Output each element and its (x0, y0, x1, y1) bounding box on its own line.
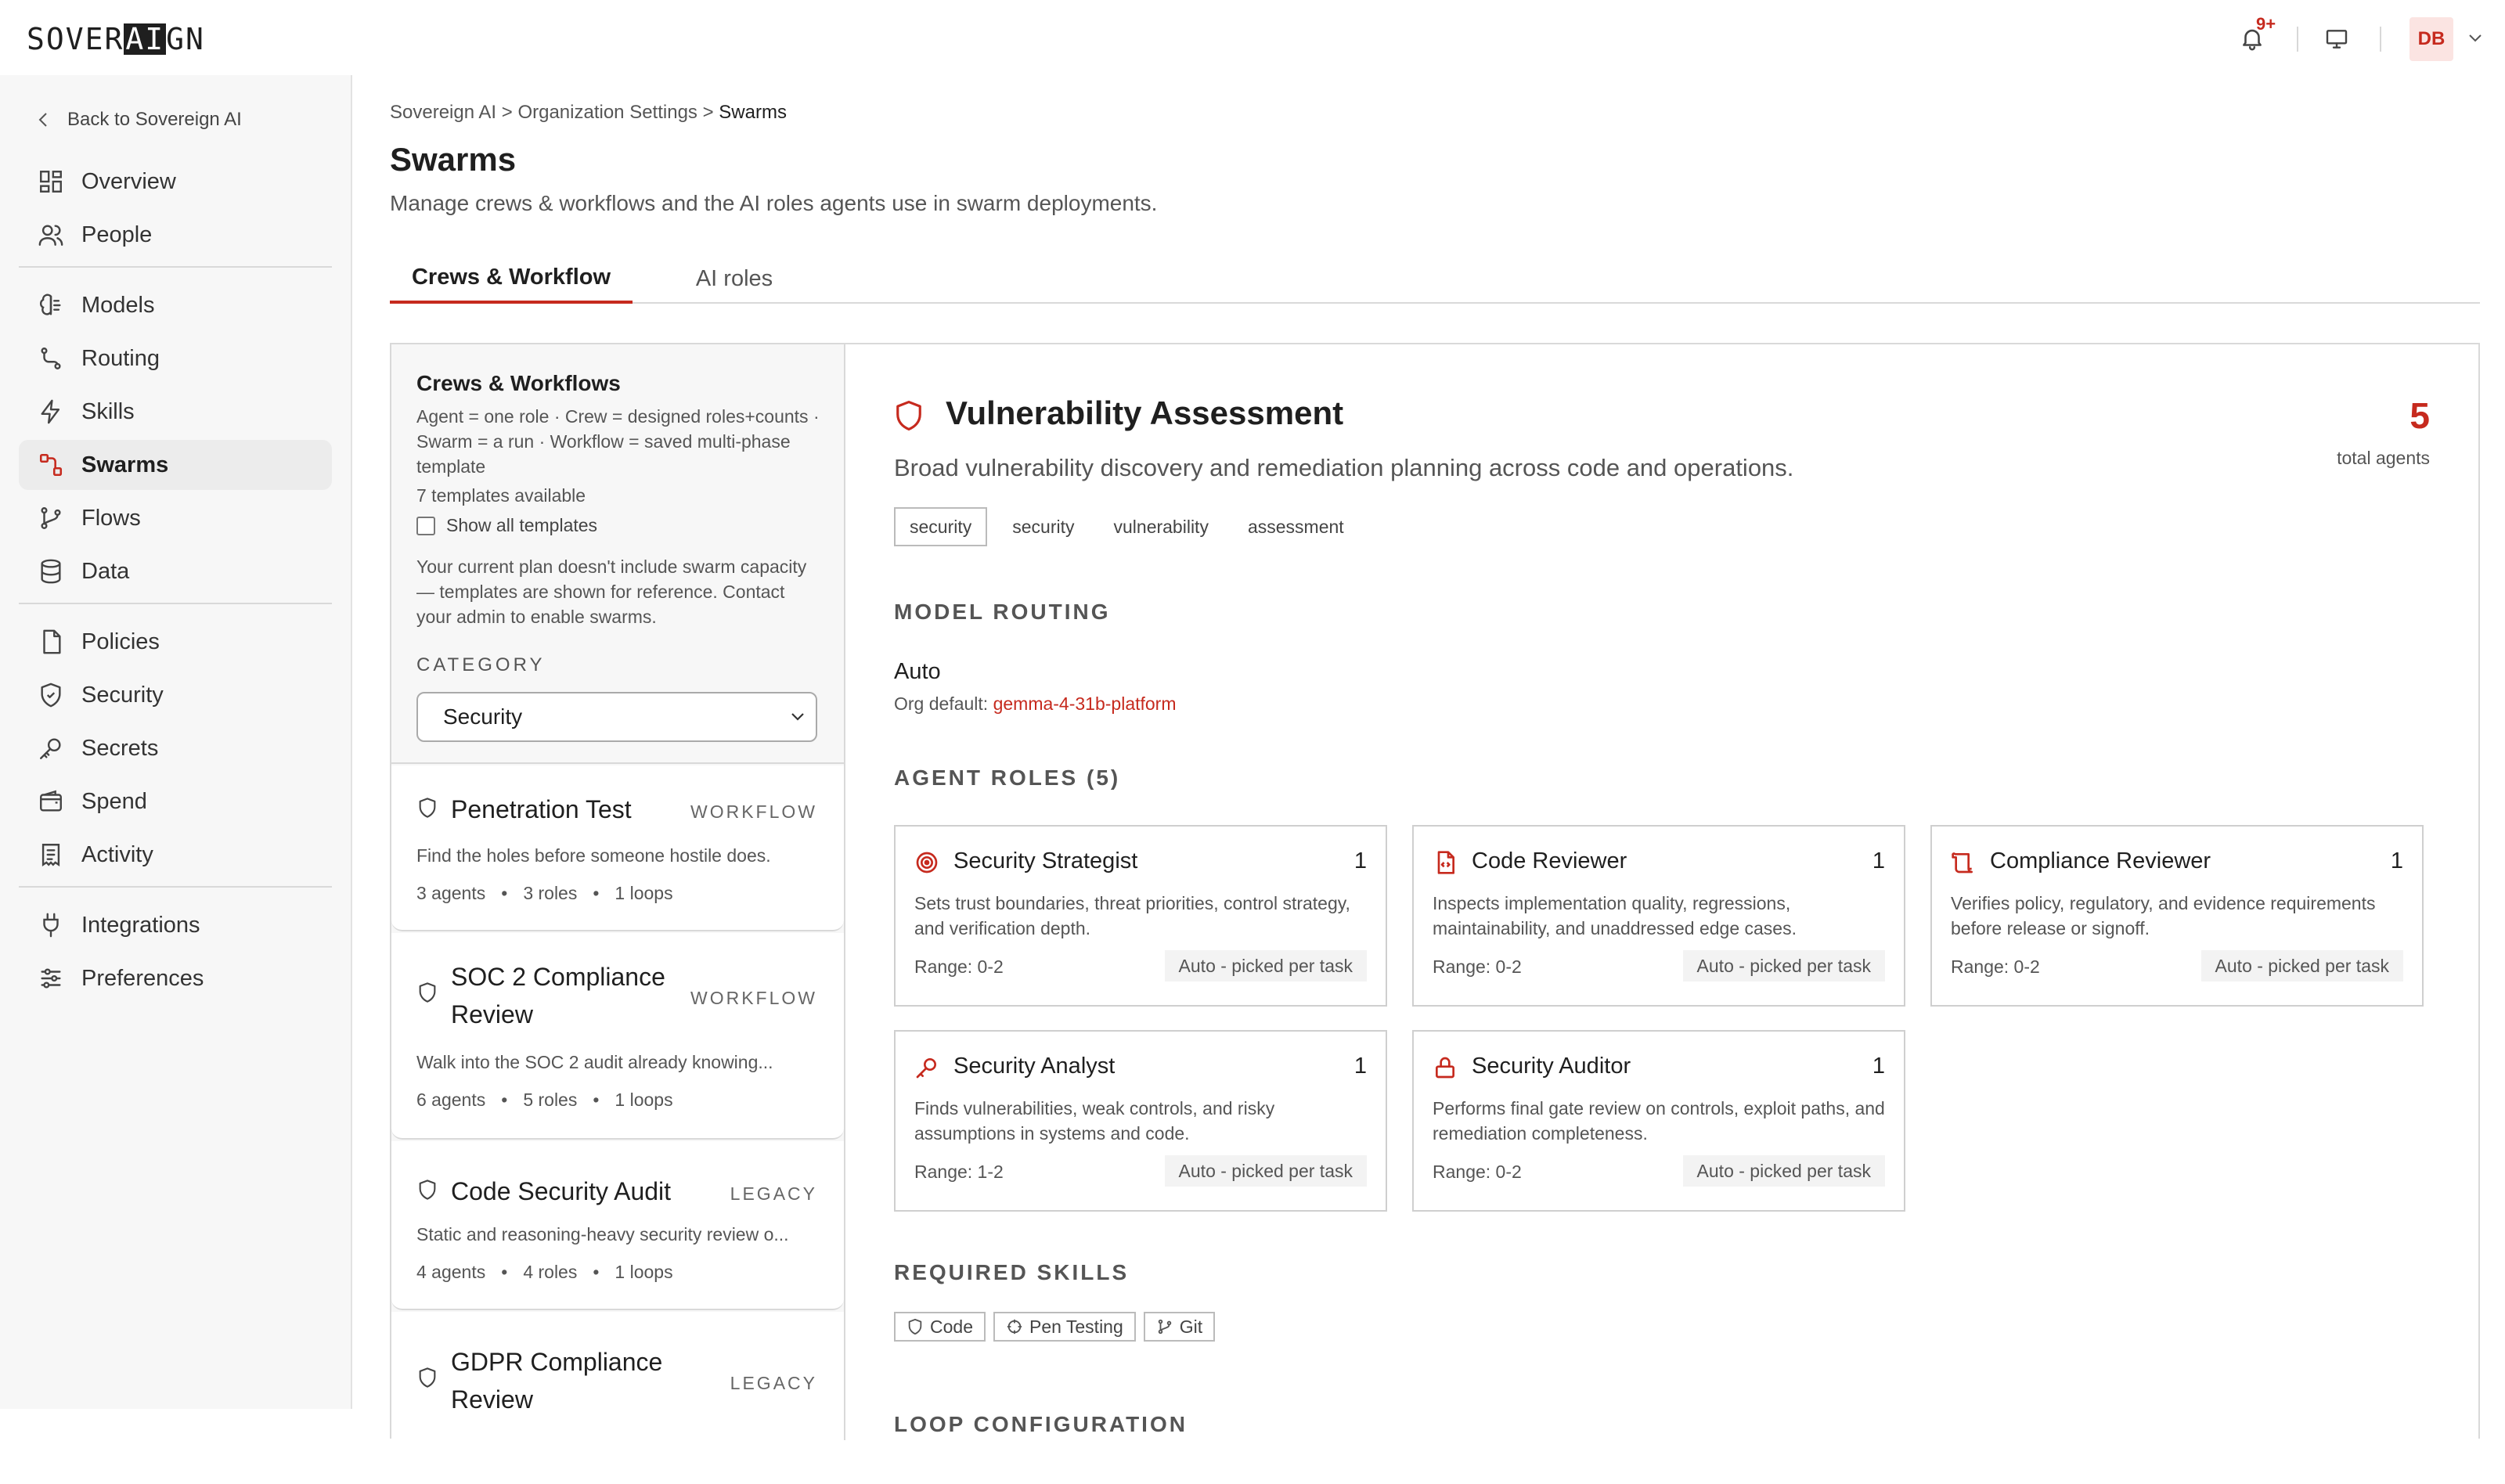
receipt-icon (38, 841, 64, 868)
required-skills-heading: REQUIRED SKILLS (894, 1260, 1130, 1284)
sidebar-item-spend[interactable] (19, 776, 332, 827)
monitor-icon[interactable] (2323, 27, 2350, 52)
tab-ai-roles[interactable]: AI roles (695, 265, 773, 291)
template-kind: WORKFLOW (690, 801, 817, 822)
role-count: 1 (1872, 1054, 1885, 1079)
tab-bar (390, 254, 2480, 304)
sidebar-item-policies[interactable] (19, 617, 332, 667)
total-agents-label: total agents (2337, 448, 2430, 468)
shield-icon (416, 1179, 438, 1201)
role-range: Range: 0-2 (1433, 1162, 1522, 1182)
file-code-icon (1433, 850, 1458, 875)
sidebar-divider (19, 886, 332, 888)
sidebar-item-integrations[interactable] (19, 900, 332, 950)
branch-icon (38, 505, 64, 531)
role-description: Performs final gate review on controls, exploit paths, and remediation completeness. (1433, 1098, 1885, 1144)
tag: assessment (1247, 516, 1344, 537)
role-count: 1 (1353, 848, 1367, 873)
sidebar-item-label: Flows (81, 505, 141, 531)
page-subtitle: Manage crews & workflows and the AI roles agents use in swarm deployments. (390, 191, 1158, 215)
template-loops: 1 loops (615, 1262, 673, 1282)
sidebar-item-routing[interactable] (19, 333, 332, 384)
template-name: Code Security Audit (451, 1177, 672, 1205)
meta-dot: • (593, 1090, 600, 1110)
role-count: 1 (2390, 848, 2403, 873)
database-icon (38, 558, 64, 585)
chevron-down-icon[interactable] (2467, 33, 2483, 44)
template-loops: 1 loops (615, 1090, 673, 1110)
sidebar-item-label: Skills (81, 398, 135, 424)
meta-dot: • (593, 1262, 600, 1282)
sidebar-item-people[interactable] (19, 210, 332, 260)
template-card[interactable] (391, 1141, 844, 1310)
template-name: GDPR Compliance Review (451, 1348, 663, 1414)
sidebar-item-secrets[interactable] (19, 723, 332, 773)
wallet-icon (38, 788, 64, 815)
swarm-icon (38, 452, 64, 478)
filter-title: Crews & Workflows (416, 371, 621, 395)
sidebar-item-label: Routing (81, 345, 160, 371)
template-detail (845, 344, 2480, 1440)
people-icon (38, 222, 64, 248)
skill-chip (894, 1312, 986, 1342)
template-meta (416, 883, 673, 904)
role-count: 1 (1353, 1054, 1367, 1079)
category-select[interactable] (416, 692, 817, 742)
category-select-value: Security (443, 704, 523, 729)
role-description: Inspects implementation quality, regressions, maintainability, and unaddressed edge cases. (1433, 893, 1797, 938)
scroll-icon (1951, 850, 1976, 875)
template-roles: 5 roles (523, 1090, 578, 1110)
template-meta (416, 1262, 673, 1283)
tag-list (894, 507, 1358, 546)
show-all-templates-checkbox[interactable] (416, 515, 597, 536)
org-default-model-link[interactable]: gemma-4-31b-platform (993, 693, 1177, 714)
breadcrumb-link[interactable]: Organization Settings (517, 102, 697, 123)
template-roles: 3 roles (523, 883, 578, 903)
logo-text-start: SOVER (27, 22, 124, 56)
template-header (416, 1172, 686, 1210)
template-header (416, 791, 686, 828)
chevron-left-icon (38, 112, 49, 128)
meta-dot: • (501, 1262, 508, 1282)
top-bar (0, 0, 2505, 75)
sidebar-item-label: Data (81, 558, 130, 584)
sidebar-item-label: Policies (81, 629, 160, 654)
template-agents: 3 agents (416, 883, 486, 903)
template-kind: LEGACY (730, 1183, 817, 1204)
role-name: Security Auditor (1472, 1054, 1631, 1079)
sidebar-item-label: Swarms (81, 452, 169, 477)
template-kind: WORKFLOW (690, 988, 817, 1008)
skill-label: Pen Testing (1029, 1316, 1123, 1337)
sidebar-item-models[interactable] (19, 280, 332, 330)
template-agents: 6 agents (416, 1090, 486, 1110)
role-range: Range: 0-2 (914, 956, 1004, 977)
model-routing-value: Auto (894, 659, 941, 684)
sidebar-item-overview[interactable] (19, 157, 332, 207)
role-model: Auto - picked per task (1683, 1155, 1885, 1187)
template-agents: 4 agents (416, 1262, 486, 1282)
brain-icon (38, 292, 64, 319)
target-icon (914, 850, 939, 875)
skill-chip (1144, 1312, 1215, 1342)
role-description: Finds vulnerabilities, weak controls, and risky assumptions in systems and code. (914, 1098, 1275, 1144)
logo-text-end: GN (166, 22, 205, 56)
template-description: Find the holes before someone hostile does. (416, 845, 771, 866)
model-routing-heading: MODEL ROUTING (894, 600, 1111, 624)
template-loops: 1 loops (615, 883, 673, 903)
key-icon (914, 1055, 939, 1080)
skills-list (894, 1312, 1215, 1342)
loop-configuration-heading: LOOP CONFIGURATION (894, 1412, 1188, 1436)
template-header (416, 1343, 686, 1418)
role-name: Compliance Reviewer (1990, 848, 2211, 873)
role-card[interactable] (1412, 1030, 1905, 1212)
sidebar-item-data[interactable] (19, 546, 332, 596)
back-link-label: Back to Sovereign AI (67, 109, 242, 130)
role-range: Range: 0-2 (1433, 956, 1522, 977)
skill-chip (993, 1312, 1136, 1342)
sidebar-item-label: Models (81, 292, 155, 318)
chevron-down-icon (791, 712, 805, 722)
detail-title: Vulnerability Assessment (946, 394, 1344, 431)
checkbox-label: Show all templates (446, 515, 598, 535)
filter-box (391, 344, 844, 764)
sidebar-item-skills[interactable] (19, 387, 332, 437)
template-name: SOC 2 Compliance Review (451, 963, 665, 1028)
grid-icon (38, 168, 64, 195)
document-icon (38, 629, 64, 655)
role-range: Range: 0-2 (1951, 956, 2040, 977)
meta-dot: • (593, 883, 600, 903)
template-card[interactable] (391, 933, 844, 1140)
tag: security (894, 507, 987, 546)
role-name: Security Analyst (953, 1054, 1116, 1079)
template-description: Static and reasoning-heavy security review o... (416, 1224, 789, 1244)
sidebar-item-label: Integrations (81, 912, 200, 938)
role-range: Range: 1-2 (914, 1162, 1004, 1182)
avatar[interactable]: DB (2409, 17, 2453, 61)
agent-roles-heading: AGENT ROLES (5) (894, 765, 1121, 790)
plan-note: Your current plan doesn't include swarm capacity — templates are shown for reference. Contact your admin to enable swarms. (416, 556, 807, 627)
templates-count: 7 templates available (416, 485, 586, 506)
role-description: Verifies policy, regulatory, and evidence requirements before release or signoff. (1951, 893, 2376, 938)
template-card[interactable] (391, 1312, 844, 1484)
sidebar-divider (19, 266, 332, 268)
top-right-controls (2192, 0, 2505, 75)
role-model: Auto - picked per task (1683, 950, 1885, 982)
shield-icon (416, 982, 438, 1003)
sidebar-item-label: People (81, 222, 153, 247)
back-link[interactable] (38, 106, 242, 133)
category-label: CATEGORY (416, 654, 546, 675)
template-roles: 4 roles (523, 1262, 578, 1282)
role-model: Auto - picked per task (2201, 950, 2403, 982)
template-meta (416, 1090, 673, 1111)
crosshair-icon (1006, 1318, 1023, 1335)
lightning-icon (38, 398, 64, 425)
role-card[interactable] (894, 825, 1387, 1007)
content-frame (390, 343, 2480, 1439)
breadcrumb-link[interactable]: Sovereign AI (390, 102, 497, 123)
shield-icon (38, 682, 64, 708)
sidebar-item-security[interactable] (19, 670, 332, 720)
meta-dot: • (501, 1090, 508, 1110)
role-name: Security Strategist (953, 848, 1138, 873)
shield-icon (894, 399, 924, 432)
role-card[interactable] (894, 1030, 1387, 1212)
skill-label: Git (1179, 1316, 1203, 1337)
template-card[interactable] (391, 765, 844, 931)
logo-text-highlight: AI (125, 22, 165, 56)
template-kind: LEGACY (730, 1373, 817, 1393)
tag: vulnerability (1113, 516, 1209, 537)
page-title: Swarms (390, 141, 517, 178)
breadcrumb (390, 102, 787, 124)
role-card[interactable] (1412, 825, 1905, 1007)
sliders-icon (38, 965, 64, 992)
sidebar-item-label: Overview (81, 168, 176, 194)
role-model: Auto - picked per task (1165, 1155, 1367, 1187)
sidebar (0, 75, 352, 1409)
template-header (416, 958, 686, 1033)
role-model: Auto - picked per task (1165, 950, 1367, 982)
sidebar-item-label: Activity (81, 841, 153, 867)
sidebar-item-label: Secrets (81, 735, 159, 761)
tag: security (1012, 516, 1075, 537)
total-agents-count: 5 (2409, 395, 2430, 436)
meta-dot: • (501, 883, 508, 903)
sidebar-item-label: Preferences (81, 965, 204, 991)
role-card[interactable] (1930, 825, 2424, 1007)
notification-badge: 9+ (2256, 14, 2276, 34)
shield-icon (416, 1367, 438, 1389)
plug-icon (38, 912, 64, 938)
skill-label: Code (930, 1316, 973, 1337)
divider (2380, 27, 2381, 52)
detail-subtitle: Broad vulnerability discovery and remediation planning across code and operations. (894, 454, 1794, 481)
filter-description: Agent = one role · Crew = designed roles+counts · Swarm = a run · Workflow = saved multi-phase template (416, 406, 820, 477)
sidebar-item-swarms[interactable] (19, 440, 332, 490)
role-count: 1 (1872, 848, 1885, 873)
sidebar-item-activity[interactable] (19, 830, 332, 880)
template-list-panel (391, 344, 845, 1440)
sidebar-item-label: Spend (81, 788, 147, 814)
breadcrumb-separator: > (501, 102, 513, 123)
divider (2297, 27, 2298, 52)
sidebar-divider (19, 603, 332, 604)
org-default-label: Org default: (894, 693, 989, 714)
org-default (894, 693, 1177, 715)
lock-icon (1433, 1055, 1458, 1080)
sidebar-item-label: Security (81, 682, 164, 708)
logo[interactable] (27, 22, 205, 56)
breadcrumb-current: Swarms (719, 102, 787, 123)
checkbox-box[interactable] (416, 517, 435, 535)
template-name: Penetration Test (451, 795, 632, 823)
shield-icon (416, 797, 438, 819)
tab-crews-workflow[interactable]: Crews & Workflow (390, 254, 633, 304)
git-branch-icon (1156, 1318, 1173, 1335)
key-icon (38, 735, 64, 762)
shield-icon (906, 1318, 924, 1335)
role-name: Code Reviewer (1472, 848, 1627, 873)
sidebar-item-flows[interactable] (19, 493, 332, 543)
role-description: Sets trust boundaries, threat priorities, control strategy, and verification depth. (914, 893, 1350, 938)
sidebar-item-preferences[interactable] (19, 953, 332, 1003)
route-icon (38, 345, 64, 372)
template-description: Walk into the SOC 2 audit already knowing... (416, 1052, 773, 1072)
breadcrumb-separator: > (702, 102, 714, 123)
